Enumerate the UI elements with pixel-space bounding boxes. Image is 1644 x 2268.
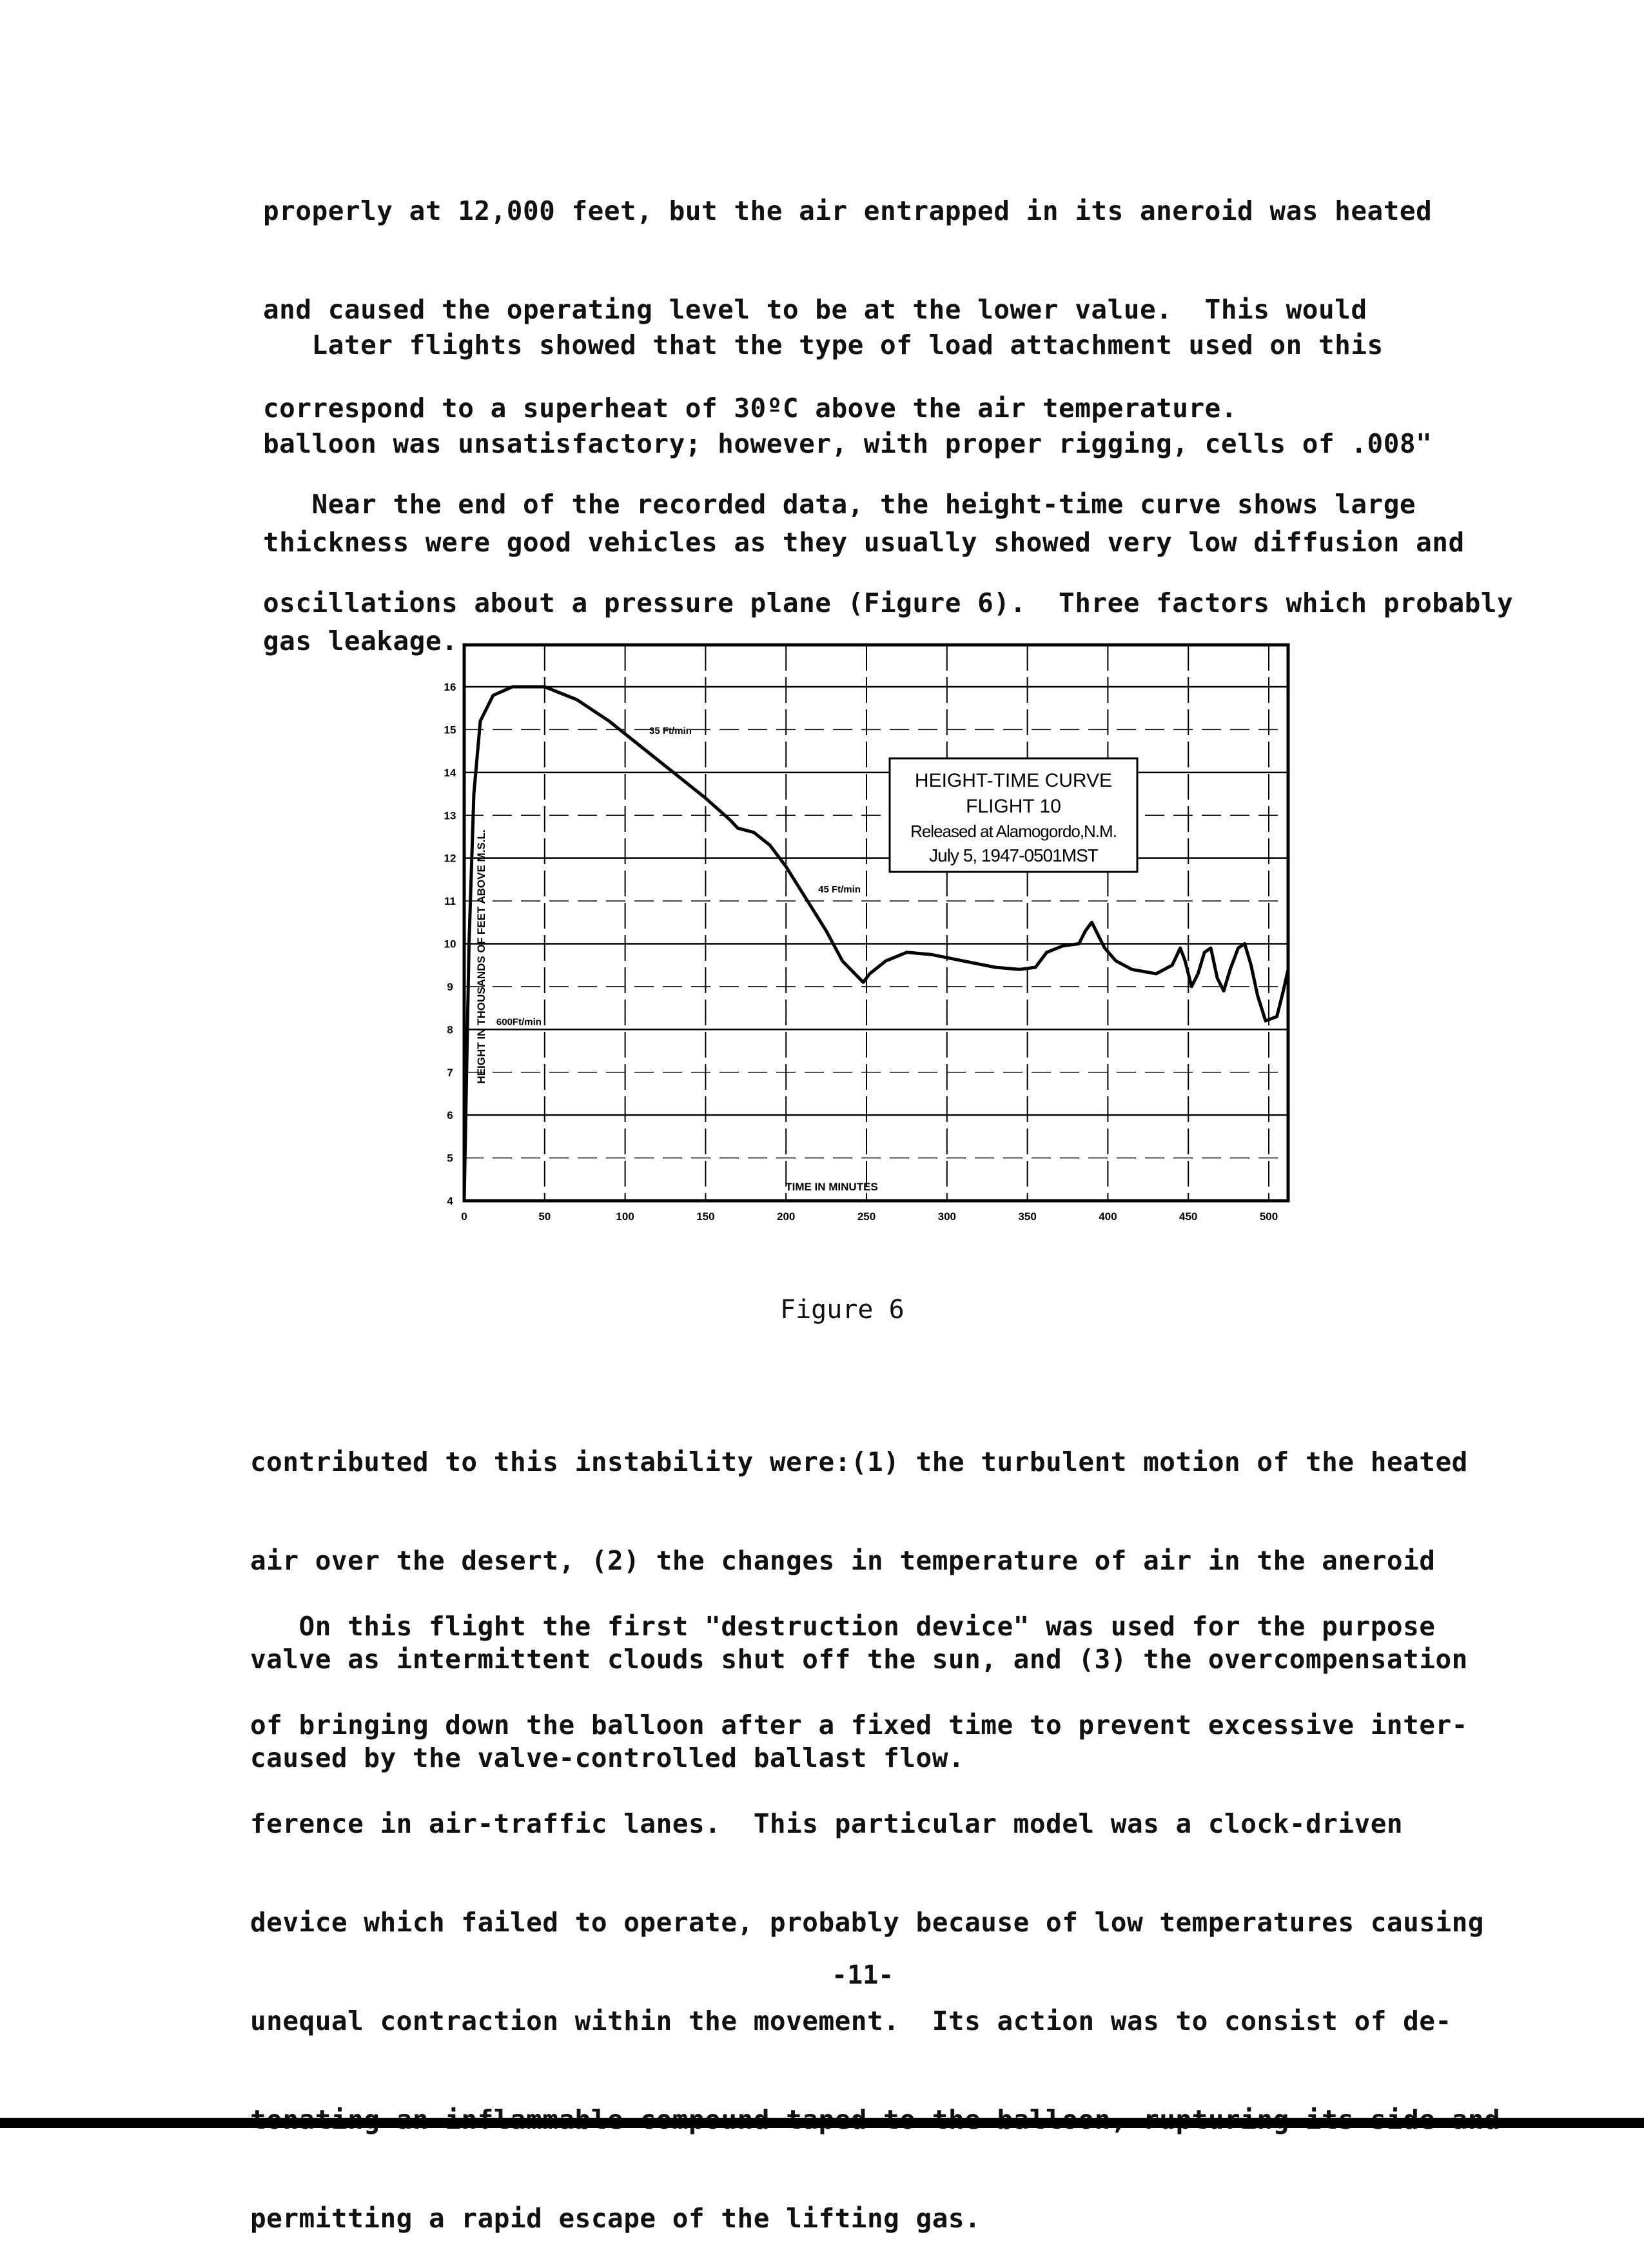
y-tick-label: 12: [444, 852, 456, 865]
y-tick-label: 15: [444, 724, 456, 736]
legend-box: [890, 758, 1137, 872]
y-tick-label: 13: [444, 809, 456, 822]
y-tick-label: 5: [447, 1152, 453, 1165]
x-tick-label: 450: [1179, 1210, 1198, 1223]
x-axis-label: TIME IN MINUTES: [785, 1181, 878, 1193]
text-line: device which failed to operate, probably because of low temperatures causing: [250, 1907, 1484, 1938]
rate-annotation: 600Ft/min: [496, 1016, 542, 1028]
text-line: correspond to a superheat of 30ºC above the air temperature.: [263, 393, 1238, 424]
x-tick-label: 200: [777, 1210, 796, 1223]
text-line: properly at 12,000 feet, but the air entrapped in its aneroid was heated: [263, 195, 1433, 226]
text-line: contributed to this instability were:(1) the turbulent motion of the heated: [250, 1446, 1468, 1477]
legend-release: Released at Alamogordo,N.M.: [910, 822, 1117, 841]
text-line: Later flights showed that the type of load attachment used on this: [263, 330, 1384, 360]
legend-flight: FLIGHT 10: [966, 796, 1061, 817]
y-tick-label: 9: [447, 980, 453, 993]
text-line: thickness were good vehicles as they usually showed very low diffusion and: [263, 527, 1465, 558]
plot-frame: [464, 645, 1288, 1201]
y-tick-label: 4: [447, 1195, 453, 1207]
x-tick-label: 350: [1018, 1210, 1037, 1223]
x-tick-label: 150: [696, 1210, 715, 1223]
y-tick-label: 10: [444, 938, 456, 951]
text-line: On this flight the first "destruction device" was used for the purpose: [250, 1611, 1436, 1642]
x-tick-label: 100: [616, 1210, 634, 1223]
text-line: caused by the valve-controlled ballast flow.: [250, 1742, 965, 1773]
x-tick-label: 500: [1259, 1210, 1278, 1223]
legend-title: HEIGHT-TIME CURVE: [914, 770, 1113, 791]
scan-border: [0, 2118, 1644, 2128]
text-line: balloon was unsatisfactory; however, with proper rigging, cells of .008": [263, 428, 1433, 459]
text-line: oscillations about a pressure plane (Figure 6). Three factors which probably: [263, 587, 1514, 618]
x-tick-label: 300: [937, 1210, 956, 1223]
text-line: of bringing down the balloon after a fixed time to prevent excessive inter-: [250, 1710, 1468, 1740]
text-line: and caused the operating level to be at the lower value. This would: [263, 294, 1367, 325]
y-tick-label: 14: [444, 766, 456, 779]
y-tick-label: 7: [447, 1066, 453, 1079]
rate-annotation: 35 Ft/min: [649, 725, 692, 737]
rate-annotation: 45 Ft/min: [818, 883, 861, 895]
text-line: permitting a rapid escape of the lifting gas.: [250, 2203, 981, 2234]
text-line: air over the desert, (2) the changes in temperature of air in the aneroid: [250, 1545, 1436, 1576]
text-line: ference in air-traffic lanes. This particular model was a clock-driven: [250, 1808, 1404, 1839]
y-tick-label: 11: [444, 895, 456, 908]
page-number: -11-: [832, 1960, 894, 1990]
x-tick-label: 400: [1099, 1210, 1117, 1223]
x-tick-label: 0: [461, 1210, 467, 1223]
y-tick-label: 16: [444, 681, 456, 693]
text-line: Near the end of the recorded data, the height-time curve shows large: [263, 489, 1416, 520]
figure-caption: Figure 6: [780, 1295, 905, 1325]
text-line: unequal contraction within the movement. Its action was to consist of de-: [250, 2006, 1452, 2036]
legend-date: July 5, 1947-0501MST: [929, 845, 1098, 865]
text-line: gas leakage.: [263, 626, 458, 656]
x-tick-label: 50: [538, 1210, 551, 1223]
text-line: valve as intermittent clouds shut off the sun, and (3) the overcompensation: [250, 1644, 1468, 1675]
y-tick-label: 8: [447, 1023, 453, 1036]
y-tick-label: 6: [447, 1109, 453, 1122]
paragraph-5: [250, 1544, 1500, 2268]
x-tick-label: 250: [857, 1210, 876, 1223]
y-axis-label: HEIGHT IN THOUSANDS OF FEET ABOVE M.S.L.: [475, 829, 487, 1084]
